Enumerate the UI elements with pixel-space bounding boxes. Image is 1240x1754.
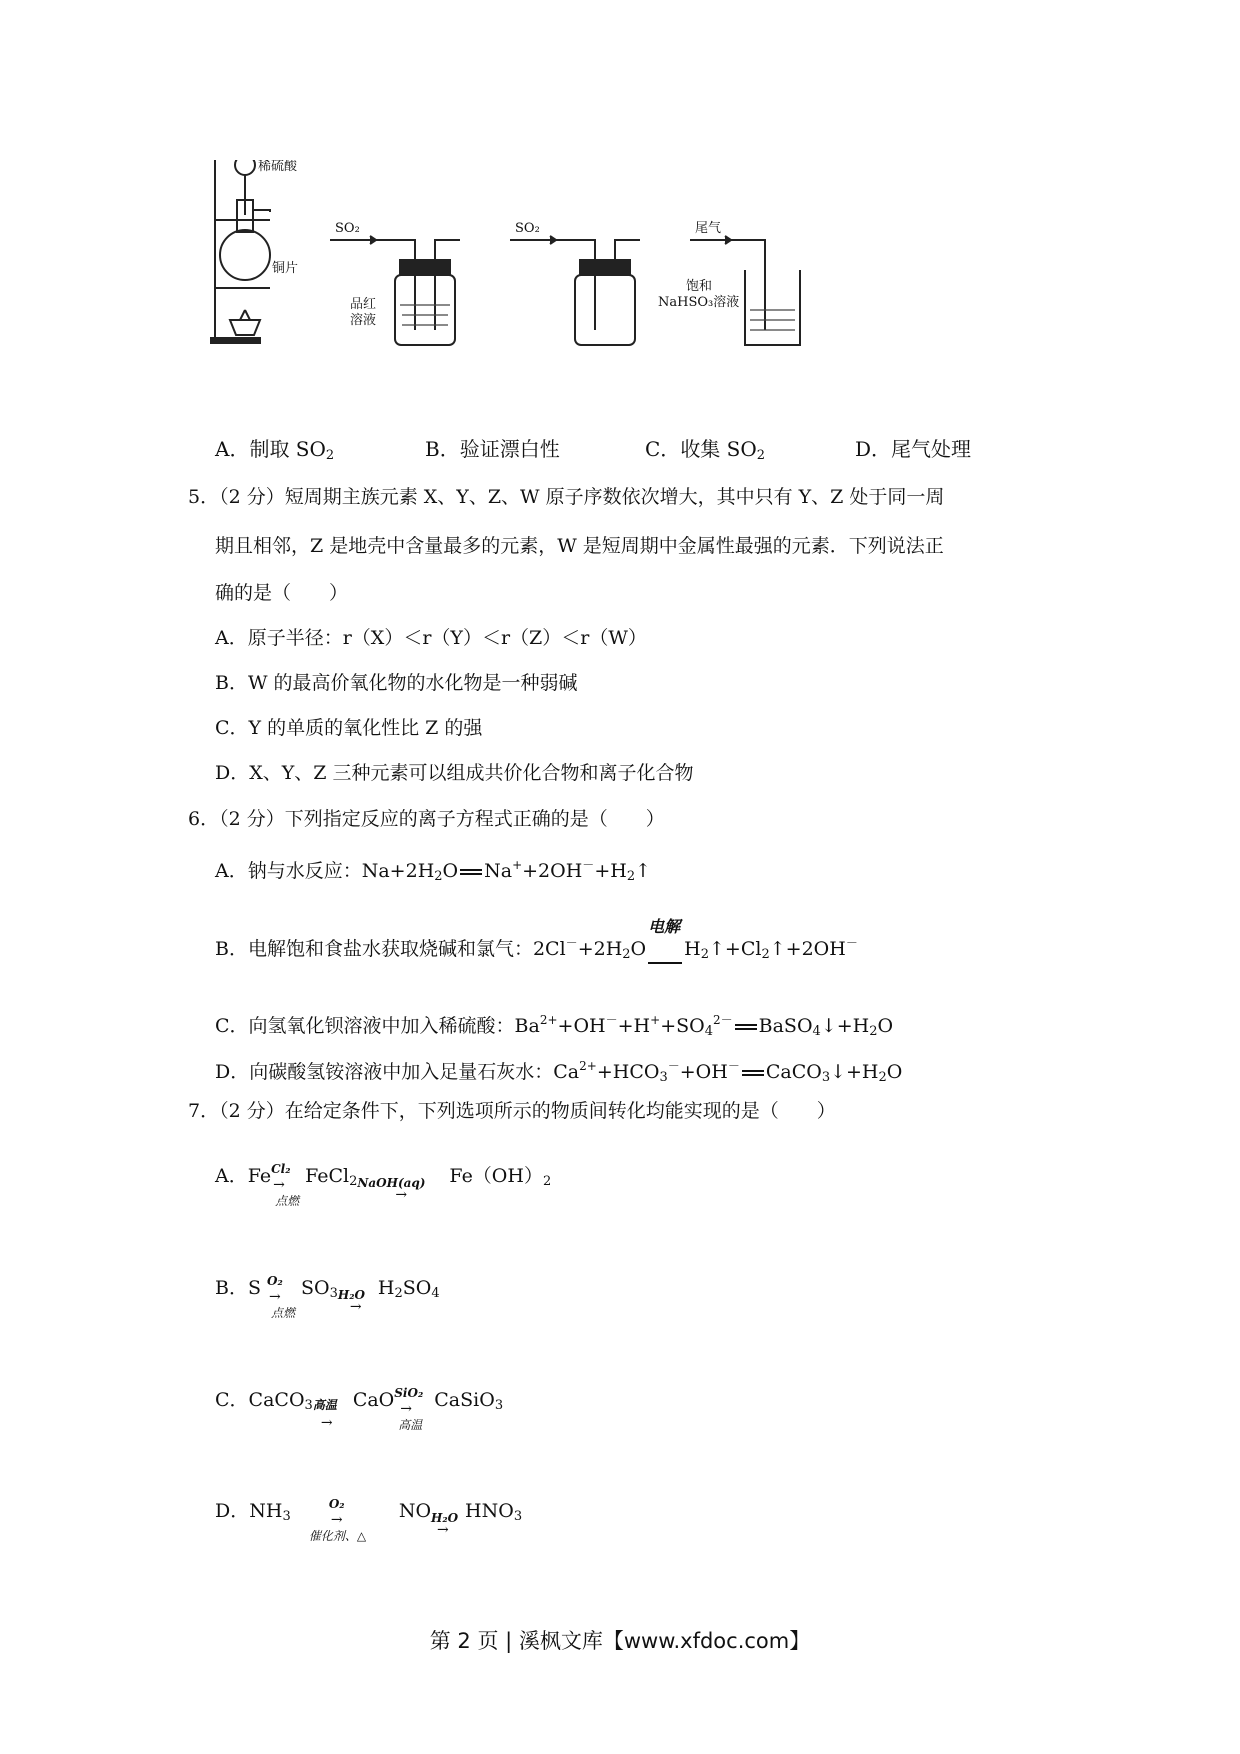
label-dilute-sulfuric-acid: 稀硫酸 bbox=[258, 160, 298, 174]
label-copper: 铜片 bbox=[272, 261, 299, 276]
q6-stem: 6．（2 分）下列指定反应的离子方程式正确的是（ ） bbox=[188, 808, 665, 830]
q5-option-a: A．原子半径：r（X）＜r（Y）＜r（Z）＜r（W） bbox=[215, 627, 647, 649]
q5-option-d: D．X、Y、Z 三种元素可以组成共价化合物和离子化合物 bbox=[215, 762, 694, 784]
label-solution: 溶液 bbox=[350, 313, 377, 328]
q6-option-c: C．向氢氧化钡溶液中加入稀硫酸：$Ba^{2+}+OH^-+H^++SO_4^{2-}$ $BaSO_4↓+H_2O$ bbox=[215, 1013, 894, 1039]
q7-option-d: D．$NH_3$ O₂ → 催化剂、△ NO H₂O → $HNO_3$ bbox=[215, 1497, 523, 1543]
q5-stem-3: 确的是（ ） bbox=[215, 582, 349, 604]
q4-option-b: B．验证漂白性 bbox=[425, 437, 560, 461]
label-saturated: 饱和 bbox=[686, 279, 713, 294]
q4-option-c: C．收集 $SO_2$ bbox=[645, 437, 766, 463]
q5-stem-1: 5．（2 分）短周期主族元素 X、Y、Z、W 原子序数依次增大，其中只有 Y、Z 处于同一周 bbox=[188, 486, 945, 508]
q6-option-b: B．电解饱和食盐水获取烧碱和氯气：$2Cl^-+2H_2O$ 电解 $H_2↑+Cl_2↑+2OH^-$ bbox=[215, 917, 858, 962]
q5-option-c: C．Y 的单质的氧化性比 Z 的强 bbox=[215, 717, 483, 739]
q4-option-d: D．尾气处理 bbox=[855, 437, 972, 461]
label-tail-gas: 尾气 bbox=[695, 221, 722, 236]
q7-option-a: A．Fe Cl₂ → 点燃 FeCl$_2$ NaOH(aq) → $Fe(OH)_2$ bbox=[215, 1162, 552, 1208]
q4-option-a: A．制取 $SO_2$ bbox=[215, 437, 335, 463]
q5-option-b: B．W 的最高价氧化物的水化物是一种弱碱 bbox=[215, 672, 578, 694]
q5-stem-2: 期且相邻，Z 是地壳中含量最多的元素，W 是短周期中金属性最强的元素．下列说法正 bbox=[215, 535, 944, 557]
label-so2-1: SO₂ bbox=[335, 221, 360, 236]
q6-option-a: A．钠与水反应：$Na+2H_2O$ $Na^++2OH^-+H_2↑$ bbox=[215, 858, 652, 884]
label-so2-2: SO₂ bbox=[515, 221, 540, 236]
label-nahso3: NaHSO₃溶液 bbox=[658, 295, 740, 310]
apparatus-figure bbox=[210, 160, 930, 400]
label-pinhong: 品红 bbox=[350, 297, 377, 312]
q7-option-c: C．CaCO$_3$ 高温 → CaO SiO₂ → 高温 CaSiO$_3$ bbox=[215, 1386, 504, 1432]
page-footer: 第 2 页 | 溪枫文库【www.xfdoc.com】 bbox=[429, 1629, 811, 1653]
q7-stem: 7．（2 分）在给定条件下，下列选项所示的物质间转化均能实现的是（ ） bbox=[188, 1100, 836, 1122]
q6-option-d: D．向碳酸氢铵溶液中加入足量石灰水：$Ca^{2+}+HCO_3^-+OH^-$ $CaCO_3↓+H_2O$ bbox=[215, 1059, 903, 1085]
q7-option-b: B．S O₂ → 点燃 $SO_3$ H₂O → $H_2SO_4$ bbox=[215, 1274, 440, 1320]
